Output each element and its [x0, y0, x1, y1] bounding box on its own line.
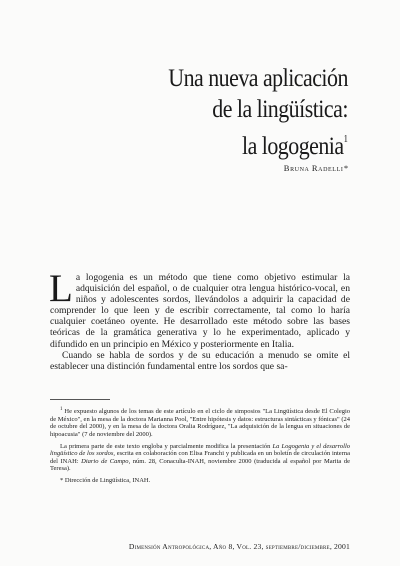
footnote-author-mark: *	[60, 476, 64, 484]
article-title	[168, 62, 348, 161]
author-footnote-mark: *	[343, 163, 348, 173]
footnote-2-italic-title: La Logogenia y el desarrollo lingüístico de los sordos	[50, 442, 351, 458]
author-byline	[284, 163, 348, 173]
drop-cap: L	[49, 267, 73, 310]
title-line-3-text: la logogenia	[242, 131, 344, 160]
footnote-2-text-b: , escrita en colaboración con Elisa Franchi y publicada en un boletín de circulación interna del INAH:	[50, 450, 350, 465]
footnote-1	[50, 406, 350, 439]
title-line-1: Una nueva aplicación	[168, 63, 348, 92]
title-line-3	[168, 124, 348, 161]
author-last-name: Radelli	[311, 163, 344, 173]
author-first-name: Bruna	[283, 163, 310, 173]
body-paragraph-1-text: a logogenia es un método que tiene como objetivo estimular la adquisición del español, o de cualquier otra lengua histórico-vocal, en niños y adolescentes sordos, llevándolos a adquirir la capacidad de comprender lo que leen y de escribir correctamente, tal como lo haría cualquier coetáneo oyente. He desarrollado este método sobre las bases teóricas de la gramática generativa y lo he experimentado, aplicado y difundido en un principio en México y posteriormente en Italia.	[50, 272, 350, 350]
footnote-1-text: He expuesto algunos de los temas de este artículo en el ciclo de simposios "La Lingüística desde El Colegio de México", en la mesa de la doctora Marianna Pool, "Entre hipótesis y datos: estructuras sintácticas y fónicas" (24 de octubre del 2000), y en la mesa de la doctora Oralia Rodríguez, "La adquisición de la lengua en situaciones de hipoacusia" (7 de noviembre del 2000).	[50, 408, 351, 438]
footnote-1-continued	[50, 443, 350, 473]
footnote-2-italic-journal: Diario de Campo	[81, 457, 129, 465]
body-paragraph-2: Cuando se habla de sordos y de su educación a menudo se omite el establecer una distinción fundamental entre los sordos que sa-	[50, 349, 350, 372]
footnote-author	[50, 477, 350, 485]
title-footnote-ref: 1	[343, 134, 348, 145]
article-body	[49, 267, 350, 372]
journal-footer: Dimensión Antropológica, Año 8, Vol. 23, septiembre/diciembre, 2001	[128, 542, 350, 551]
footnote-author-text: Dirección de Lingüística, INAH.	[64, 476, 151, 484]
body-paragraph-1	[49, 267, 350, 350]
footnote-divider	[50, 399, 110, 400]
title-line-2: de la lingüística:	[212, 94, 348, 123]
footnote-1-mark: 1	[60, 407, 63, 412]
footnotes	[50, 406, 350, 485]
footnote-2-text-c: , núm. 28, Conaculta-INAH, noviembre 2000 (traducida al español por Marita de Teresa).	[50, 457, 351, 473]
footnote-2-text-a: La primera parte de este texto engloba y parcialmente modifica la presentación	[60, 442, 273, 450]
